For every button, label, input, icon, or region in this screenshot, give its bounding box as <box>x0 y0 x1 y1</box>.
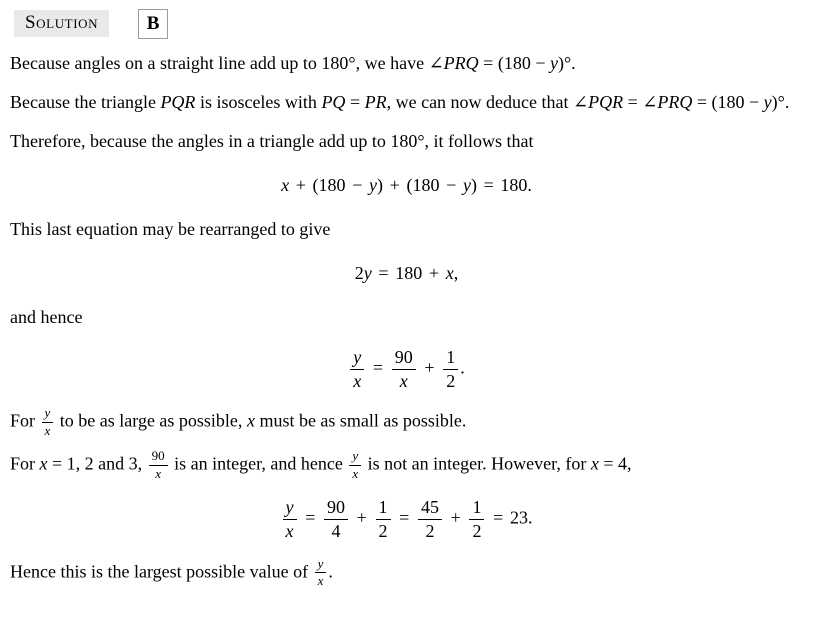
fraction-denominator: x <box>352 466 359 482</box>
fraction-denominator: 2 <box>378 520 388 541</box>
math-variable: x <box>445 263 454 283</box>
fraction-numerator: 90 <box>324 497 348 520</box>
fraction-numerator: 1 <box>443 347 458 370</box>
display-equation: 2y = 180 + x, <box>354 263 459 283</box>
answer-box: B <box>138 9 168 39</box>
fraction <box>349 449 361 482</box>
fraction <box>469 497 484 541</box>
fraction-denominator: 2 <box>472 520 482 541</box>
math-variable: y <box>549 53 558 73</box>
math-variable: y <box>462 175 471 195</box>
paragraph: This last equation may be rearranged to give <box>10 219 331 239</box>
math-variable: y <box>369 175 378 195</box>
fraction-numerator: 90 <box>392 347 416 370</box>
fraction <box>376 497 391 541</box>
paragraph: Because the triangle PQR is isosceles with PQ = PR, we can now deduce that ∠PQR = ∠PRQ = (180 − y)°. <box>10 92 790 112</box>
solution-header <box>14 8 803 39</box>
math-variable: PQR <box>588 92 624 112</box>
fraction <box>392 347 416 391</box>
fraction-numerator: y <box>42 406 54 423</box>
solution-badge: Solution <box>14 10 109 38</box>
solution-body <box>10 49 803 589</box>
fraction-denominator: x <box>285 520 294 541</box>
math-variable: PRQ <box>657 92 693 112</box>
fraction-numerator: 45 <box>418 497 442 520</box>
fraction <box>324 497 348 541</box>
fraction-denominator: x <box>317 573 324 589</box>
fraction-denominator: 4 <box>331 520 341 541</box>
fraction-numerator: 1 <box>376 497 391 520</box>
paragraph: and hence <box>10 307 83 327</box>
fraction-numerator: 90 <box>149 449 168 466</box>
math-variable: x <box>246 410 255 431</box>
fraction <box>418 497 442 541</box>
fraction-denominator: x <box>155 466 162 482</box>
fraction <box>283 497 297 541</box>
fraction <box>443 347 458 391</box>
math-variable: x <box>39 453 48 474</box>
fraction-denominator: x <box>399 370 408 391</box>
math-variable: y <box>763 92 772 112</box>
fraction-numerator: y <box>315 557 327 574</box>
display-equation: $\frac{y}{x}$ = $\frac{90}{4}$ + $\frac{1}{2}$ = $\frac{45}{2}$ + $\frac{1}{2}$ = 23. <box>10 497 803 541</box>
fraction-denominator: x <box>353 370 362 391</box>
math-variable: PRQ <box>443 53 479 73</box>
fraction-numerator: 1 <box>469 497 484 520</box>
math-variable: PQR <box>160 92 196 112</box>
paragraph: For x = 1, 2 and 3, $\frac{90}{x}$ is an integer, and hence $\frac{y}{x}$ is not an integer. However, for x = 4, <box>10 448 632 482</box>
math-variable: PR <box>364 92 387 112</box>
fraction <box>42 406 54 439</box>
math-variable: x <box>590 453 599 474</box>
fraction-denominator: 2 <box>425 520 435 541</box>
display-equation: $\frac{y}{x}$ = $\frac{90}{x}$ + $\frac{1}{2}$ . <box>10 347 803 391</box>
math-variable: x <box>281 175 290 195</box>
paragraph: For $\frac{y}{x}$ to be as large as possible, x must be as small as possible. <box>10 405 467 439</box>
math-variable: y <box>363 263 372 283</box>
fraction-numerator: y <box>283 497 297 520</box>
math-variable: PQ <box>321 92 346 112</box>
fraction-denominator: 2 <box>446 370 456 391</box>
fraction <box>315 557 327 590</box>
paragraph: Because angles on a straight line add up to 180°, we have ∠PRQ = (180 − y)°. <box>10 53 576 73</box>
paragraph: Hence this is the largest possible value of $\frac{y}{x}$ . <box>10 555 333 589</box>
fraction <box>350 347 364 391</box>
paragraph: Therefore, because the angles in a triangle add up to 180°, it follows that <box>10 131 534 151</box>
fraction-numerator: y <box>350 347 364 370</box>
fraction-denominator: x <box>44 423 51 439</box>
display-equation: x + (180 − y) + (180 − y) = 180. <box>281 175 532 195</box>
fraction-numerator: y <box>349 449 361 466</box>
fraction <box>149 449 168 482</box>
